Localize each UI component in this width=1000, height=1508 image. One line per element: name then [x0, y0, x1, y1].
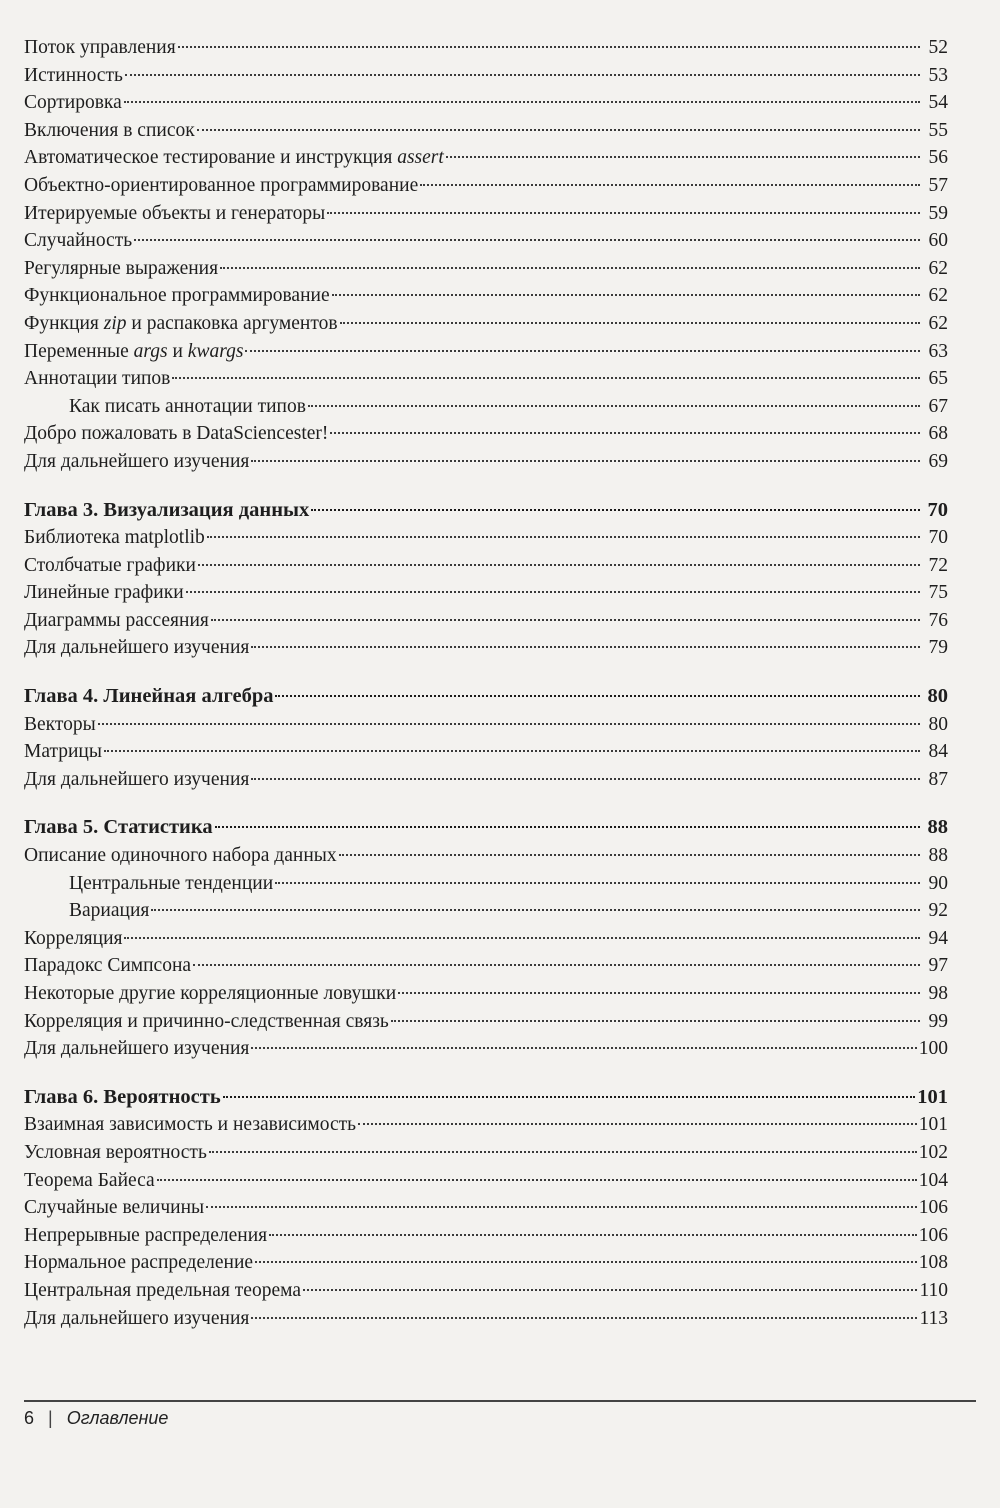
toc-entry	[24, 634, 948, 662]
toc-entry-text: Взаимная зависимость и независимость	[24, 1114, 357, 1136]
toc-entry	[24, 117, 948, 145]
toc-dot-leader	[193, 964, 920, 966]
toc-entry	[24, 144, 948, 172]
toc-dot-leader	[124, 937, 920, 939]
toc-dot-leader	[151, 909, 920, 911]
toc-entry	[24, 448, 948, 476]
toc-entry-title	[24, 420, 328, 448]
toc-entry-text: Парадокс Симпсона	[24, 955, 192, 977]
toc-dot-leader	[172, 377, 920, 379]
toc-entry-title	[24, 814, 213, 842]
toc-page-number: 108	[918, 1252, 948, 1274]
toc-entry-text: Случайные величины	[24, 1197, 205, 1219]
toc-entry-text: Условная вероятность	[24, 1141, 207, 1163]
toc-entry-title	[24, 634, 249, 662]
toc-entry-title	[24, 227, 132, 255]
toc-page-number: 54	[928, 92, 948, 114]
toc-entry-text: Функция	[24, 312, 104, 334]
toc-entry-text: Автоматическое тестирование и инструкция	[24, 147, 398, 169]
toc-dot-leader	[209, 1151, 917, 1153]
toc-dot-leader	[197, 129, 920, 131]
toc-entry-text: Описание одиночного набора данных	[24, 845, 337, 867]
toc-entry-text: Случайность	[24, 230, 133, 252]
toc-page-number: 92	[928, 900, 948, 922]
toc-page-number: 59	[928, 202, 948, 224]
toc-page-number: 101	[918, 1114, 948, 1136]
footer-rule	[24, 1400, 976, 1402]
toc-entry	[24, 282, 948, 310]
toc-page-number: 57	[928, 174, 948, 196]
toc-page-number: 63	[928, 340, 948, 362]
toc-dot-leader	[220, 267, 920, 269]
toc-entry-title	[24, 144, 444, 172]
toc-dot-leader	[251, 460, 920, 462]
toc-entry	[24, 980, 948, 1008]
toc-entry	[24, 552, 948, 580]
toc-page-number: 70	[928, 527, 948, 549]
toc-entry-title	[24, 338, 243, 366]
toc-entry-title	[24, 1139, 207, 1167]
toc-chapter-heading	[24, 683, 948, 711]
toc-dot-leader	[215, 826, 920, 828]
toc-entry-text: Нормальное распределение	[24, 1252, 254, 1274]
toc-page-number: 94	[928, 927, 948, 949]
toc-entry-title	[24, 1008, 389, 1036]
toc-page-number: 101	[917, 1085, 948, 1108]
table-of-contents	[24, 34, 948, 1332]
toc-page-number: 69	[928, 450, 948, 472]
toc-page-number: 60	[928, 230, 948, 252]
toc-subentry	[24, 393, 948, 421]
toc-dot-leader	[332, 294, 920, 296]
toc-entry-text: Итерируемые объекты и генераторы	[24, 202, 326, 224]
toc-entry-text: Центральная предельная теорема	[24, 1279, 301, 1301]
toc-entry-title	[69, 393, 306, 421]
toc-dot-leader	[420, 184, 920, 186]
toc-entry	[24, 420, 948, 448]
toc-dot-leader	[245, 350, 920, 352]
toc-entry-title	[24, 766, 249, 794]
toc-entry	[24, 172, 948, 200]
toc-entry-text: Некоторые другие корреляционные ловушки	[24, 983, 397, 1004]
toc-chapter-heading	[24, 497, 948, 525]
toc-entry-code-term: kwargs	[187, 340, 244, 362]
toc-entry-text: Столбчатые графики	[24, 554, 196, 576]
toc-subentry	[24, 897, 948, 925]
toc-page-number: 99	[928, 1010, 948, 1032]
toc-entry-text: Корреляция	[24, 927, 123, 949]
toc-page-number: 55	[928, 119, 948, 141]
toc-entry	[24, 925, 948, 953]
toc-entry-text: Для дальнейшего изучения	[24, 637, 250, 659]
chapter-gap	[24, 1063, 948, 1084]
toc-page-number: 110	[919, 1279, 948, 1301]
toc-entry-code-term: zip	[103, 312, 127, 334]
toc-dot-leader	[207, 536, 920, 538]
toc-entry	[24, 365, 948, 393]
toc-dot-leader	[157, 1179, 917, 1181]
toc-entry-title	[24, 255, 218, 283]
footer-page-number: 6	[24, 1408, 35, 1428]
toc-entry-title	[24, 172, 418, 200]
toc-entry	[24, 227, 948, 255]
toc-dot-leader	[311, 509, 920, 511]
toc-entry-title	[24, 552, 196, 580]
toc-entry	[24, 524, 948, 552]
toc-dot-leader	[251, 1317, 917, 1319]
toc-entry-title	[24, 200, 325, 228]
toc-entry-title	[24, 34, 176, 62]
toc-entry-title	[24, 842, 337, 870]
toc-entry-text: Как писать аннотации типов	[69, 395, 306, 417]
toc-entry-title	[24, 980, 396, 1008]
toc-chapter-heading	[24, 1084, 948, 1112]
toc-entry-title	[24, 579, 184, 607]
footer-separator: |	[48, 1408, 53, 1428]
toc-page-number: 88	[927, 816, 948, 839]
toc-dot-leader	[269, 1234, 917, 1236]
page-footer	[24, 1408, 168, 1429]
toc-entry-title	[24, 683, 273, 711]
toc-entry	[24, 766, 948, 794]
toc-dot-leader	[358, 1123, 917, 1125]
toc-entry-text: Глава 4. Линейная алгебра	[24, 685, 274, 708]
toc-page-number: 90	[928, 872, 948, 894]
toc-page-number: 87	[928, 768, 948, 790]
toc-dot-leader	[303, 1289, 917, 1291]
toc-dot-leader	[251, 1047, 916, 1049]
toc-entry-text: Для дальнейшего изучения	[24, 1038, 250, 1060]
footer-section-title: Оглавление	[66, 1408, 169, 1428]
toc-dot-leader	[340, 322, 920, 324]
toc-entry	[24, 1167, 948, 1195]
toc-entry-text: и	[167, 340, 188, 362]
toc-page-number: 98	[928, 983, 948, 1004]
toc-dot-leader	[330, 432, 920, 434]
toc-page-number: 106	[918, 1224, 948, 1246]
toc-entry-text: Истинность	[24, 64, 123, 86]
toc-entry-title	[24, 738, 102, 766]
toc-dot-leader	[223, 1096, 916, 1098]
toc-entry-text: Регулярные выражения	[24, 257, 219, 279]
toc-entry-text: Векторы	[24, 713, 96, 735]
toc-entry-title	[24, 89, 122, 117]
toc-entry-text: Сортировка	[24, 92, 122, 114]
toc-dot-leader	[327, 212, 920, 214]
toc-entry-title	[24, 448, 249, 476]
toc-entry	[24, 1111, 948, 1139]
toc-page-number: 80	[928, 713, 948, 735]
toc-entry-title	[24, 1167, 155, 1195]
toc-page-number: 97	[928, 955, 948, 977]
toc-entry-text: Объектно-ориентированное программирование	[24, 174, 419, 196]
toc-page-number: 75	[928, 582, 948, 604]
toc-dot-leader	[255, 1261, 917, 1263]
toc-dot-leader	[178, 46, 920, 48]
toc-entry-title	[24, 310, 338, 338]
toc-entry	[24, 310, 948, 338]
toc-entry-text: Теорема Байеса	[24, 1169, 155, 1191]
toc-page-number: 106	[918, 1197, 948, 1219]
toc-entry-title	[69, 870, 273, 898]
toc-dot-leader	[98, 723, 920, 725]
toc-entry-text: и распаковка аргументов	[126, 312, 338, 334]
toc-entry	[24, 607, 948, 635]
toc-entry-text: Корреляция и причинно-следственная связь	[24, 1010, 389, 1032]
toc-entry	[24, 34, 948, 62]
toc-dot-leader	[134, 239, 920, 241]
toc-entry-text: Линейные графики	[24, 582, 184, 604]
toc-dot-leader	[198, 564, 920, 566]
toc-entry-text: Библиотека matplotlib	[24, 527, 205, 549]
chapter-gap	[24, 662, 948, 683]
toc-entry-title	[24, 925, 122, 953]
toc-entry-title	[24, 952, 191, 980]
toc-entry-text: Переменные	[24, 340, 134, 362]
toc-entry	[24, 1222, 948, 1250]
toc-entry	[24, 711, 948, 739]
toc-entry	[24, 1305, 948, 1333]
toc-page-number: 84	[928, 741, 948, 763]
chapter-gap	[24, 476, 948, 497]
toc-entry-text: Вариация	[69, 900, 150, 922]
toc-entry-title	[24, 1222, 267, 1250]
toc-entry-text: Аннотации типов	[24, 368, 171, 390]
toc-page-number: 53	[928, 64, 948, 86]
toc-entry-title	[24, 282, 330, 310]
toc-entry	[24, 738, 948, 766]
toc-entry-code-term: assert	[397, 147, 444, 169]
toc-dot-leader	[308, 405, 920, 407]
toc-entry-title	[24, 497, 309, 525]
toc-dot-leader	[251, 778, 920, 780]
toc-dot-leader	[104, 750, 920, 752]
toc-dot-leader	[391, 1020, 920, 1022]
toc-entry	[24, 62, 948, 90]
toc-page-number: 104	[918, 1169, 948, 1191]
toc-entry-text: Непрерывные распределения	[24, 1224, 268, 1246]
toc-entry-text: Поток управления	[24, 37, 176, 58]
toc-entry-title	[24, 1305, 249, 1333]
toc-entry	[24, 255, 948, 283]
toc-entry-title	[24, 117, 195, 145]
toc-page-number: 68	[928, 423, 948, 445]
toc-page-number: 62	[928, 285, 948, 307]
toc-entry-title	[24, 1084, 221, 1112]
toc-page-number: 65	[928, 368, 948, 390]
toc-entry-text: Для дальнейшего изучения	[24, 1307, 250, 1329]
toc-dot-leader	[339, 854, 920, 856]
toc-page-number: 100	[918, 1038, 948, 1060]
toc-entry	[24, 1035, 948, 1063]
toc-dot-leader	[398, 992, 920, 994]
toc-entry-text: Матрицы	[24, 741, 102, 763]
toc-entry-title	[24, 1277, 301, 1305]
toc-entry-text: Глава 5. Статистика	[24, 816, 213, 839]
toc-entry	[24, 338, 948, 366]
toc-entry-text: Центральные тенденции	[69, 872, 274, 894]
toc-entry	[24, 1008, 948, 1036]
toc-dot-leader	[211, 619, 920, 621]
toc-entry-title	[24, 1035, 249, 1063]
toc-entry-text: Функциональное программирование	[24, 285, 330, 307]
chapter-gap	[24, 793, 948, 814]
toc-entry	[24, 952, 948, 980]
toc-entry-title	[24, 62, 123, 90]
toc-entry	[24, 1194, 948, 1222]
toc-entry	[24, 89, 948, 117]
toc-page-number: 88	[928, 845, 948, 867]
toc-page-number: 56	[928, 147, 948, 169]
toc-subentry	[24, 870, 948, 898]
toc-entry-title	[24, 1249, 253, 1277]
toc-page-number: 52	[928, 37, 948, 58]
toc-page-number: 102	[918, 1141, 948, 1163]
toc-entry-text: Добро пожаловать в DataSciencester!	[24, 423, 329, 445]
toc-entry-title	[24, 711, 96, 739]
toc-page-number: 80	[927, 685, 948, 708]
toc-entry	[24, 579, 948, 607]
toc-dot-leader	[275, 882, 920, 884]
toc-entry	[24, 1139, 948, 1167]
toc-entry	[24, 1249, 948, 1277]
toc-dot-leader	[124, 101, 920, 103]
toc-page-number: 67	[928, 395, 948, 417]
toc-page-number: 76	[928, 609, 948, 631]
toc-entry-title	[24, 1111, 356, 1139]
toc-dot-leader	[186, 591, 920, 593]
toc-entry-code-term: args	[133, 340, 168, 362]
toc-entry-text: Глава 6. Вероятность	[24, 1085, 221, 1108]
toc-page-number: 79	[928, 637, 948, 659]
toc-page-number: 113	[919, 1307, 948, 1329]
toc-entry-title	[69, 897, 149, 925]
toc-entry-title	[24, 607, 209, 635]
toc-entry-title	[24, 524, 205, 552]
toc-dot-leader	[251, 646, 920, 648]
toc-dot-leader	[446, 156, 920, 158]
toc-entry-title	[24, 365, 170, 393]
toc-entry-text: Включения в список	[24, 119, 195, 141]
toc-entry-title	[24, 1194, 204, 1222]
toc-page-number: 72	[928, 554, 948, 576]
toc-entry	[24, 842, 948, 870]
toc-entry-text: Глава 3. Визуализация данных	[24, 498, 310, 521]
toc-chapter-heading	[24, 814, 948, 842]
toc-page-number: 62	[928, 257, 948, 279]
toc-dot-leader	[125, 74, 920, 76]
toc-entry	[24, 200, 948, 228]
toc-page-number: 62	[928, 312, 948, 334]
toc-dot-leader	[275, 695, 920, 697]
toc-page-number: 70	[927, 498, 948, 521]
toc-entry-text: Для дальнейшего изучения	[24, 768, 250, 790]
toc-entry	[24, 1277, 948, 1305]
toc-entry-text: Для дальнейшего изучения	[24, 450, 250, 472]
toc-entry-text: Диаграммы рассеяния	[24, 609, 209, 631]
toc-dot-leader	[206, 1206, 917, 1208]
